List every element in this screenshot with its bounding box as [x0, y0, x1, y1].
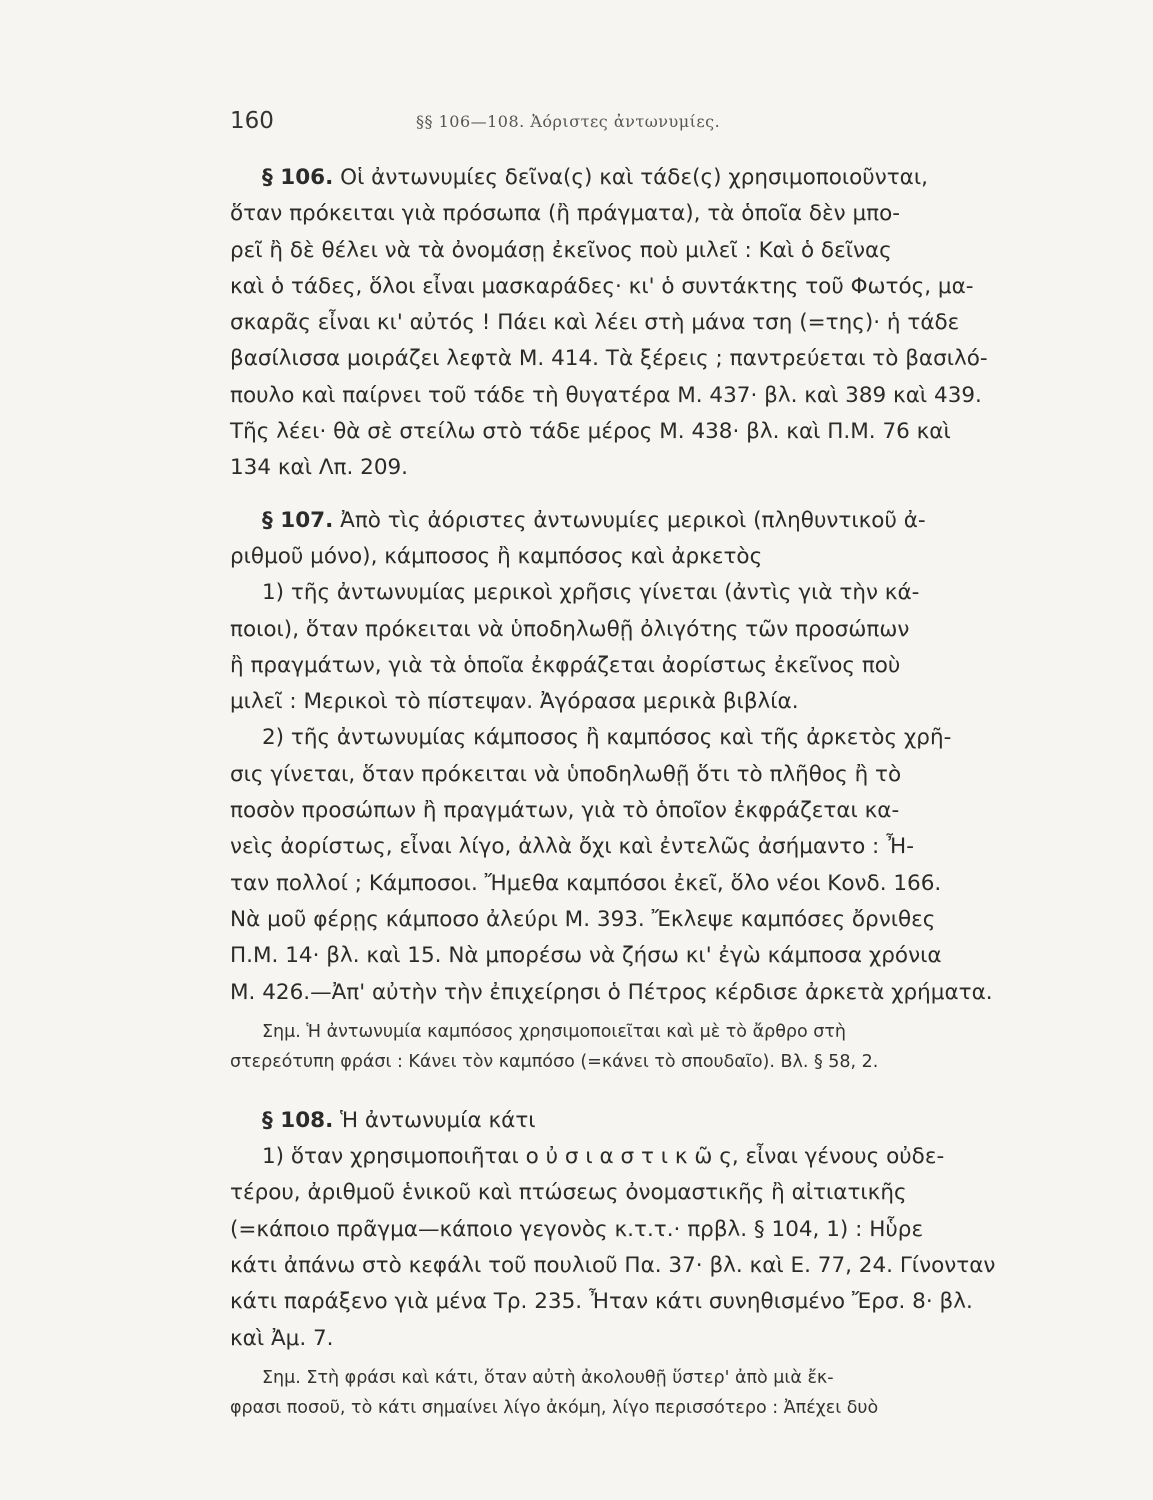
section-gap: [230, 1087, 1030, 1103]
paragraph-107-line: νεὶς ἀορίστως, εἶναι λίγο, ἀλλὰ ὄχι καὶ ἐντελῶς ἀσήμαντο : Ἦ-: [230, 834, 914, 860]
paragraph-108-line: τέρου, ἀριθμοῦ ἑνικοῦ καὶ πτώσεως ὀνομαστικῆς ἢ αἰτιατικῆς: [230, 1180, 907, 1206]
section-marker-107: § 107.: [262, 507, 334, 533]
body-text: [230, 160, 1030, 1433]
section-marker-108: § 108.: [262, 1107, 334, 1133]
paragraph-106-line: Τῆς λέει· θὰ σὲ στείλω στὸ τάδε μέρος Μ. 438· βλ. καὶ Π.Μ. 76 καὶ: [230, 419, 951, 445]
paragraph-107-line: ταν πολλοί ; Κάμποσοι. Ἤμεθα καμπόσοι ἐκεῖ, ὅλο νέοι Κονδ. 166.: [230, 870, 942, 896]
paragraph-108-line: 1) ὅταν χρησιμοποιῆται ο ὐ σ ι α σ τ ι κ ῶ ς, εἶναι γένους οὐδε-: [262, 1144, 945, 1170]
paragraph-106-text: Οἱ ἀντωνυμίες δεῖνα(ς) καὶ τάδε(ς) χρησιμοποιοῦνται,: [340, 165, 928, 190]
paragraph-108-line: κάτι ἀπάνω στὸ κεφάλι τοῦ πουλιοῦ Πα. 37· βλ. καὶ Ε. 77, 24. Γίνονταν: [230, 1253, 996, 1279]
paragraph-106-line: πουλο καὶ παίρνει τοῦ τάδε τὴ θυγατέρα Μ. 437· βλ. καὶ 389 καὶ 439.: [230, 382, 982, 408]
page-header: [230, 108, 1030, 138]
section-gap: [230, 487, 1030, 503]
paragraph-107-line-1: [230, 503, 1030, 539]
paragraph-106-line: βασίλισσα μοιράζει λεφτὰ Μ. 414. Τὰ ξέρεις ; παντρεύεται τὸ βασιλό-: [230, 346, 988, 372]
paragraph-107-line: 2) τῆς ἀντωνυμίας κάμποσος ἢ καμπόσος καὶ τῆς ἀρκετὸς χρῆ-: [262, 725, 952, 751]
paragraph-107-text: Ἀπὸ τὶς ἀόριστες ἀντωνυμίες μερικοὶ (πληθυντικοῦ ἀ-: [340, 507, 926, 533]
paragraph-107-line: ἢ πραγμάτων, γιὰ τὰ ὁποῖα ἐκφράζεται ἀορίστως ἐκεῖνος ποὺ: [230, 652, 901, 678]
paragraph-107-line: μιλεῖ : Μερικοὶ τὸ πίστεψαν. Ἀγόρασα μερικὰ βιβλία.: [230, 689, 799, 715]
note-107-line: στερεότυπη φράσι : Κάνει τὸν καμπόσο (=κάνει τὸ σπουδαῖο). Βλ. § 58, 2.: [230, 1051, 879, 1072]
running-head: §§ 106—108. Ἀόριστες ἀντωνυμίες.: [416, 112, 721, 131]
paragraph-106-line: 134 καὶ Λπ. 209.: [230, 455, 409, 481]
paragraph-106-line: ρεῖ ἢ δὲ θέλει νὰ τὰ ὀνομάσῃ ἐκεῖνος ποὺ μιλεῖ : Καὶ ὁ δεῖνας: [230, 237, 892, 263]
paragraph-107-line: 1) τῆς ἀντωνυμίας μερικοὶ χρῆσις γίνεται (ἀντὶς γιὰ τὴν κά-: [262, 580, 920, 606]
note-108: [230, 1363, 1030, 1423]
paragraph-108-line: κάτι παράξενο γιὰ μένα Τρ. 235. Ἦταν κάτι συνηθισμένο Ἔρσ. 8· βλ.: [230, 1289, 973, 1315]
note-108-line: Σημ. Στὴ φράσι καὶ κάτι, ὅταν αὐτὴ ἀκολουθῇ ὕστερ' ἀπὸ μιὰ ἔκ-: [262, 1367, 834, 1388]
paragraph-106-line: ὅταν πρόκειται γιὰ πρόσωπα (ἢ πράγματα), τὰ ὁποῖα δὲν μπο-: [230, 201, 900, 227]
paragraph-107-line: ποσὸν προσώπων ἢ πραγμάτων, γιὰ τὸ ὁποῖον ἐκφράζεται κα-: [230, 798, 900, 824]
paragraph-107-line: σις γίνεται, ὅταν πρόκειται νὰ ὑποδηλωθῇ ὅτι τὸ πλῆθος ἢ τὸ: [230, 761, 902, 787]
note-107: [230, 1017, 1030, 1077]
paragraph-107-line: Π.Μ. 14· βλ. καὶ 15. Νὰ μπορέσω νὰ ζήσω κι' ἐγὼ κάμποσα χρόνια: [230, 943, 942, 969]
paragraph-108-text: Ἡ ἀντωνυμία κάτι: [340, 1107, 536, 1133]
paragraph-106-line: σκαρᾶς εἶναι κι' αὐτός ! Πάει καὶ λέει στὴ μάνα τση (=της)· ἡ τάδε: [230, 310, 960, 336]
section-marker-106: § 106.: [262, 165, 334, 190]
paragraph-107-line: ριθμοῦ μόνο), κάμποσος ἢ καμπόσος καὶ ἀρκετὸς: [230, 543, 763, 569]
paragraph-106-line-1: [230, 160, 1030, 196]
paragraph-107-line: ποιοι), ὅταν πρόκειται νὰ ὑποδηλωθῇ ὀλιγότης τῶν προσώπων: [230, 616, 910, 642]
page-number: 160: [230, 108, 274, 134]
paragraph-107-line: Νὰ μοῦ φέρῃς κάμποσο ἀλεύρι Μ. 393. Ἔκλεψε καμπόσες ὄρνιθες: [230, 906, 936, 932]
paragraph-108-line: (=κάποιο πρᾶγμα—κάποιο γεγονὸς κ.τ.τ.· πρβλ. § 104, 1) : Ηὗρε: [230, 1216, 924, 1242]
paragraph-108-line-1: [230, 1103, 1030, 1139]
paragraph-107-line: Μ. 426.—Ἀπ' αὐτὴν τὴν ἐπιχείρησι ὁ Πέτρος κέρδισε ἀρκετὰ χρήματα.: [230, 979, 993, 1005]
note-107-line: Σημ. Ἡ ἀντωνυμία καμπόσος χρησιμοποιεῖται καὶ μὲ τὸ ἄρθρο στὴ: [262, 1021, 847, 1042]
paragraph-106-line: καὶ ὁ τάδες, ὅλοι εἶναι μασκαράδες· κι' ὁ συντάκτης τοῦ Φωτός, μα-: [230, 273, 974, 299]
note-108-line: φρασι ποσοῦ, τὸ κάτι σημαίνει λίγο ἀκόμη, λίγο περισσότερο : Ἀπέχει δυὸ: [230, 1397, 879, 1418]
paragraph-108-line: καὶ Ἀμ. 7.: [230, 1325, 334, 1351]
